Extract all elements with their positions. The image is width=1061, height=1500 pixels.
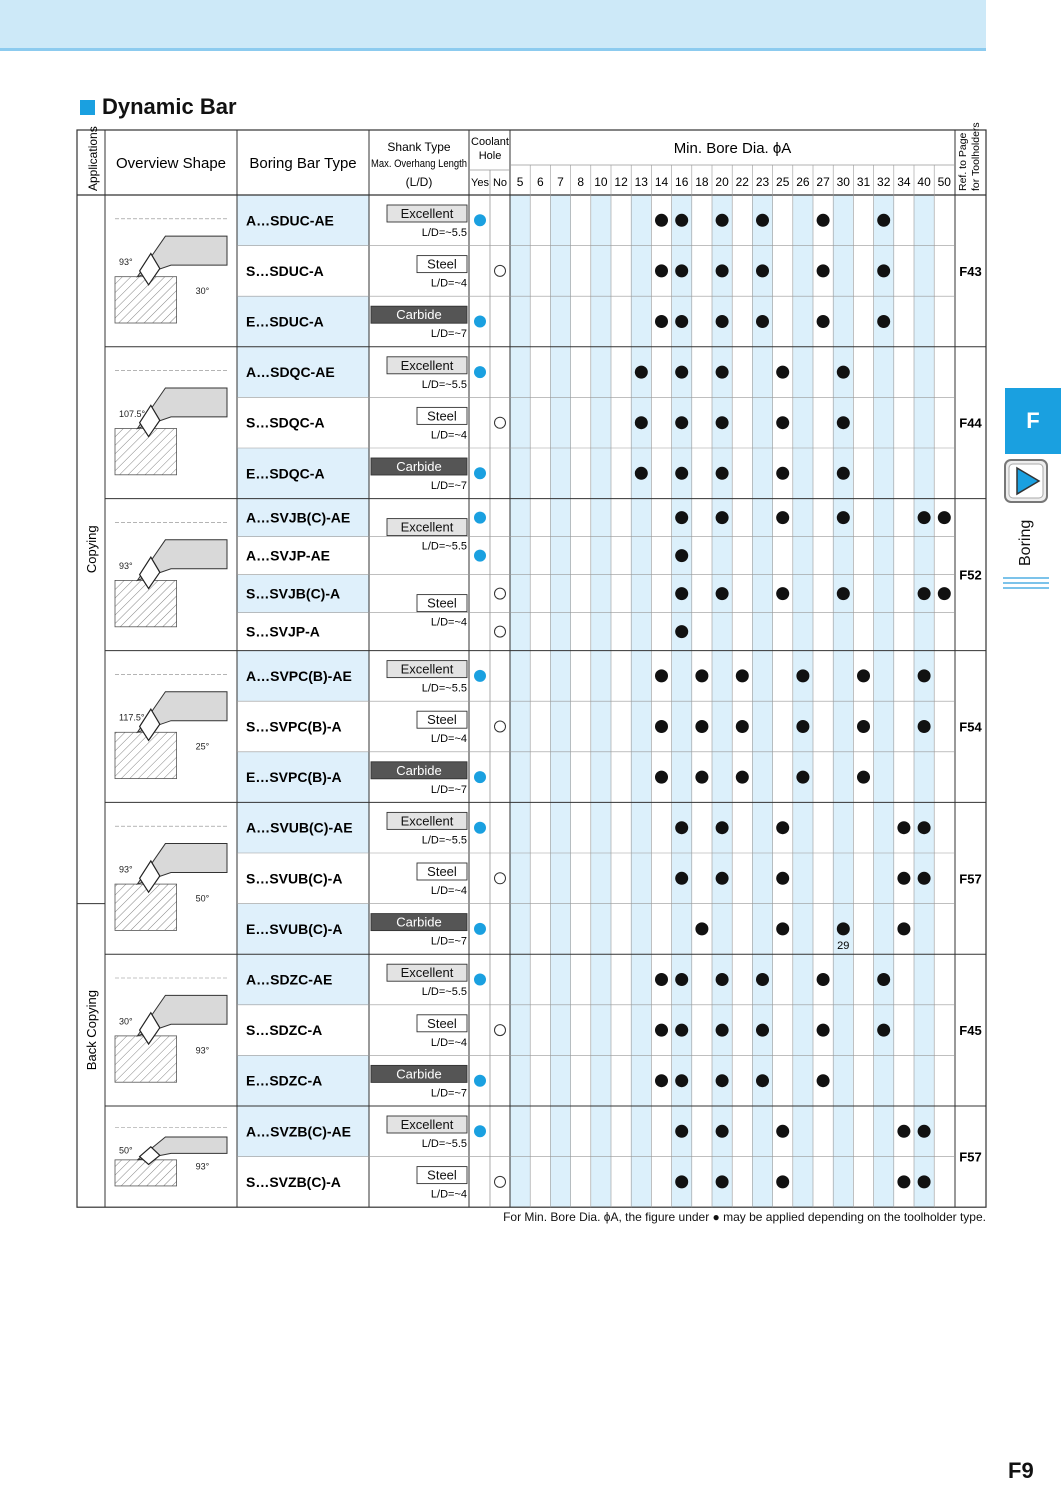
bore-availability-dot xyxy=(756,214,769,227)
boring-bar-name: E…SDZC-A xyxy=(246,1072,323,1089)
bore-availability-dot xyxy=(655,1024,668,1037)
bore-availability-dot xyxy=(776,587,789,600)
bore-availability-dot xyxy=(918,720,931,733)
bore-availability-dot xyxy=(675,1074,688,1087)
bore-availability-dot xyxy=(817,264,830,277)
header-ref-line1: Ref. to Page xyxy=(957,132,969,191)
shank-type-label: Steel xyxy=(427,712,457,728)
overhang-ratio: L/D=~4 xyxy=(430,885,467,897)
shank-type-label: Steel xyxy=(427,595,457,611)
overhang-ratio: L/D=~5.5 xyxy=(421,834,467,847)
header-min-bore: Min. Bore Dia. ϕA xyxy=(673,140,792,157)
bore-availability-dot xyxy=(675,511,688,524)
bore-availability-dot xyxy=(918,511,931,524)
bore-availability-dot xyxy=(756,973,769,986)
bore-availability-dot xyxy=(796,771,809,784)
bore-availability-dot xyxy=(716,315,729,328)
workpiece-hatch xyxy=(115,428,177,474)
bore-availability-dot xyxy=(675,872,688,885)
bore-availability-dot xyxy=(756,1024,769,1037)
boring-bar-name: E…SDUC-A xyxy=(246,313,324,330)
page-number: F9 xyxy=(1008,1458,1034,1483)
boring-bar-name: S…SVJB(C)-A xyxy=(246,585,341,602)
bore-availability-dot xyxy=(695,720,708,733)
coolant-yes-mark xyxy=(474,366,486,378)
header-bore-size: 27 xyxy=(816,175,830,189)
bore-availability-dot xyxy=(675,264,688,277)
coolant-yes-mark xyxy=(474,974,486,986)
header-bore-size: 10 xyxy=(594,175,608,189)
overhang-ratio: L/D=~7 xyxy=(430,480,467,492)
overhang-ratio: L/D=~7 xyxy=(430,1087,467,1100)
bore-availability-dot xyxy=(655,264,668,277)
bore-availability-dot xyxy=(877,315,890,328)
header-bore-size: 6 xyxy=(536,175,544,189)
bore-availability-dot xyxy=(675,315,688,328)
bore-availability-dot xyxy=(897,821,910,834)
coolant-no-mark xyxy=(495,588,506,599)
boring-bar-name: E…SDQC-A xyxy=(246,465,325,482)
bore-availability-dot xyxy=(817,214,830,227)
boring-bar-name: S…SVPC(B)-A xyxy=(246,718,342,735)
bore-availability-dot xyxy=(897,1125,910,1138)
shape-angle-label: 50° xyxy=(195,893,210,904)
bore-availability-dot xyxy=(675,214,688,227)
header-bore-size: 20 xyxy=(715,175,729,189)
boring-bar-name: A…SVJP-AE xyxy=(246,547,331,564)
bore-availability-dot xyxy=(655,720,668,733)
boring-bar-name: S…SVZB(C)-A xyxy=(246,1173,341,1190)
bore-availability-dot xyxy=(918,669,931,682)
bore-availability-dot xyxy=(675,1024,688,1037)
bore-availability-dot xyxy=(716,587,729,600)
bore-availability-dot xyxy=(837,922,850,935)
shank-type-label: Carbide xyxy=(396,914,442,930)
boring-bar-name: E…SVPC(B)-A xyxy=(246,769,342,786)
bore-availability-dot xyxy=(776,872,789,885)
application-label: Back Copying xyxy=(84,989,99,1071)
bore-availability-dot xyxy=(695,922,708,935)
bore-availability-dot xyxy=(716,1175,729,1188)
ref-page: F57 xyxy=(959,1149,982,1165)
header-bore-size: 30 xyxy=(836,175,850,189)
overhang-ratio: L/D=~7 xyxy=(430,783,467,796)
side-tab-f[interactable] xyxy=(1005,388,1061,454)
bore-availability-dot xyxy=(877,973,890,986)
bore-availability-dot xyxy=(817,315,830,328)
bore-availability-dot xyxy=(716,511,729,524)
overhang-ratio: L/D=~4 xyxy=(430,429,467,442)
header-bore-size: 22 xyxy=(735,175,749,189)
shape-angle-label: 25° xyxy=(195,741,210,752)
ref-page: F52 xyxy=(959,567,982,583)
workpiece-hatch xyxy=(115,732,177,778)
bore-availability-dot xyxy=(837,587,850,600)
section-title-text: Dynamic Bar xyxy=(102,94,237,119)
bore-availability-dot xyxy=(736,720,749,733)
shank-type-label: Steel xyxy=(427,864,457,879)
bore-availability-dot xyxy=(635,467,648,480)
bore-availability-dot xyxy=(736,669,749,682)
bore-availability-dot xyxy=(756,1074,769,1087)
bore-availability-dot xyxy=(776,416,789,429)
bore-availability-dot xyxy=(655,315,668,328)
bore-availability-dot xyxy=(675,821,688,834)
bore-availability-dot xyxy=(918,587,931,600)
header-bore-size: 18 xyxy=(695,175,709,189)
bore-availability-dot xyxy=(918,872,931,885)
bore-availability-dot xyxy=(897,1175,910,1188)
bore-availability-dot xyxy=(675,625,688,638)
footnote: For Min. Bore Dia. ϕA, the figure under ● may be applied depending on the toolholder type. xyxy=(503,1210,986,1224)
bore-availability-dot xyxy=(837,366,850,379)
coolant-no-mark xyxy=(495,417,506,428)
bore-availability-dot xyxy=(716,872,729,885)
shank-type-label: Carbide xyxy=(396,459,442,474)
bore-availability-dot xyxy=(716,366,729,379)
header-shank-type: Shank Type xyxy=(387,140,451,154)
bore-availability-dot xyxy=(635,416,648,429)
ref-page: F54 xyxy=(959,719,982,735)
overhang-ratio: L/D=~7 xyxy=(430,935,467,948)
header-bore-size: 7 xyxy=(557,175,564,189)
bore-availability-dot xyxy=(655,973,668,986)
bore-availability-dot xyxy=(675,366,688,379)
bore-availability-dot xyxy=(675,587,688,600)
ref-page: F45 xyxy=(959,1023,982,1039)
workpiece-hatch xyxy=(115,1036,177,1082)
bore-availability-dot xyxy=(716,1024,729,1037)
bore-availability-dot xyxy=(918,1125,931,1138)
bore-availability-dot xyxy=(716,416,729,429)
bore-availability-dot xyxy=(655,214,668,227)
bore-availability-dot xyxy=(796,669,809,682)
coolant-no-mark xyxy=(495,721,506,732)
overhang-ratio: L/D=~5.5 xyxy=(421,540,467,553)
ref-page: F43 xyxy=(959,263,982,279)
bore-availability-dot xyxy=(675,973,688,986)
boring-bar-name: E…SVUB(C)-A xyxy=(246,920,343,937)
header-bore-size: 5 xyxy=(516,175,524,189)
bore-availability-dot xyxy=(938,511,951,524)
side-lines xyxy=(1003,577,1049,592)
coolant-yes-mark xyxy=(474,1125,486,1137)
bore-availability-dot xyxy=(776,922,789,935)
boring-play-icon xyxy=(1003,458,1049,504)
bore-availability-dot xyxy=(716,821,729,834)
bore-availability-dot xyxy=(695,771,708,784)
shank-type-label: Excellent xyxy=(400,965,454,981)
application-label: Copying xyxy=(84,525,99,574)
bore-availability-dot xyxy=(716,264,729,277)
coolant-yes-mark xyxy=(474,214,486,226)
bore-availability-dot xyxy=(675,467,688,480)
header-coolant: Coolant xyxy=(471,136,509,148)
shank-type-label: Excellent xyxy=(400,519,454,535)
side-tab-letter: F xyxy=(1026,408,1040,433)
shank-type-label: Excellent xyxy=(400,813,454,829)
boring-bar-name: A…SDUC-AE xyxy=(246,212,334,229)
bore-availability-dot xyxy=(877,264,890,277)
bore-availability-dot xyxy=(837,511,850,524)
boring-bar-name: S…SVUB(C)-A xyxy=(246,870,343,887)
shape-angle-label: 30° xyxy=(195,286,210,297)
workpiece-hatch xyxy=(115,1160,177,1186)
boring-bar-name: S…SVJP-A xyxy=(246,623,320,640)
shank-type-label: Excellent xyxy=(400,661,454,677)
boring-bar-name: A…SDZC-AE xyxy=(246,971,333,988)
bore-availability-dot xyxy=(857,771,870,784)
shape-angle-label: 93° xyxy=(195,1045,210,1056)
coolant-no-mark xyxy=(495,873,506,884)
bore-note: 29 xyxy=(837,939,850,952)
bore-availability-dot xyxy=(796,720,809,733)
overhang-ratio: L/D=~5.5 xyxy=(421,1138,467,1150)
bore-availability-dot xyxy=(776,366,789,379)
shape-angle-label: 93° xyxy=(195,1161,210,1172)
header-no: No xyxy=(492,177,508,189)
bore-availability-dot xyxy=(837,416,850,429)
ref-page: F44 xyxy=(959,415,982,431)
overhang-ratio: L/D=~5.5 xyxy=(421,986,467,999)
header-bore-size: 50 xyxy=(937,175,951,189)
overhang-ratio: L/D=~4 xyxy=(430,733,467,746)
workpiece-hatch xyxy=(115,580,177,626)
coolant-yes-mark xyxy=(474,771,486,783)
bore-availability-dot xyxy=(918,821,931,834)
bore-availability-dot xyxy=(716,214,729,227)
bore-availability-dot xyxy=(675,1175,688,1188)
header-bore-size: 14 xyxy=(654,175,669,189)
header-bore-size: 32 xyxy=(877,175,891,189)
overhang-ratio: L/D=~5.5 xyxy=(421,378,467,391)
overhang-ratio: L/D=~4 xyxy=(430,616,467,629)
overhang-ratio: L/D=~4 xyxy=(430,1036,467,1049)
header-bore-size: 26 xyxy=(796,175,810,189)
overhang-ratio: L/D=~5.5 xyxy=(421,682,467,695)
coolant-no-mark xyxy=(495,265,506,276)
shank-type-label: Steel xyxy=(427,256,457,272)
bore-availability-dot xyxy=(857,669,870,682)
bore-availability-dot xyxy=(776,821,789,834)
overhang-ratio: L/D=~7 xyxy=(430,328,467,341)
coolant-no-mark xyxy=(495,626,506,637)
bore-availability-dot xyxy=(736,771,749,784)
bore-availability-dot xyxy=(817,1074,830,1087)
bore-availability-dot xyxy=(776,511,789,524)
header-ref-line2: for Toolholders xyxy=(970,122,982,191)
side-label xyxy=(1010,514,1038,574)
header-bore-size: 31 xyxy=(856,175,871,189)
bore-availability-dot xyxy=(857,720,870,733)
coolant-no-mark xyxy=(495,1176,506,1187)
bore-availability-dot xyxy=(716,973,729,986)
shank-type-label: Excellent xyxy=(400,357,454,373)
header-bore-size: 8 xyxy=(577,175,585,189)
shank-type-label: Steel xyxy=(427,1167,457,1183)
header-bore-size: 13 xyxy=(634,175,648,189)
bore-availability-dot xyxy=(655,669,668,682)
shape-angle-label: 50° xyxy=(119,1145,133,1156)
bore-availability-dot xyxy=(776,467,789,480)
boring-bar-name: A…SVPC(B)-AE xyxy=(246,667,352,684)
bore-availability-dot xyxy=(635,366,648,379)
coolant-no-mark xyxy=(495,1025,506,1036)
bore-availability-dot xyxy=(675,416,688,429)
header-boring-bar-type: Boring Bar Type xyxy=(249,155,357,172)
bore-availability-dot xyxy=(675,549,688,562)
coolant-yes-mark xyxy=(474,316,486,328)
shape-angle-label: 117.5° xyxy=(119,712,145,723)
header-bore-size: 16 xyxy=(675,175,689,189)
boring-bar-name: S…SDQC-A xyxy=(246,414,325,431)
bore-availability-dot xyxy=(756,264,769,277)
shank-type-label: Carbide xyxy=(396,307,442,323)
boring-bar-name: A…SVJB(C)-AE xyxy=(246,509,351,526)
bore-availability-dot xyxy=(716,1125,729,1138)
overhang-ratio: L/D=~5.5 xyxy=(421,227,467,239)
shape-angle-label: 93° xyxy=(119,560,133,571)
coolant-yes-mark xyxy=(474,1075,486,1087)
bore-availability-dot xyxy=(776,1175,789,1188)
boring-bar-name: S…SDZC-A xyxy=(246,1022,323,1039)
shank-type-label: Carbide xyxy=(396,1066,442,1082)
shank-type-label: Steel xyxy=(427,408,457,424)
boring-bar-name: S…SDUC-A xyxy=(246,262,324,279)
shape-angle-label: 30° xyxy=(119,1016,133,1027)
side-label-text: Boring xyxy=(1017,519,1034,566)
bore-availability-dot xyxy=(655,1074,668,1087)
shank-type-label: Excellent xyxy=(400,206,454,221)
coolant-yes-mark xyxy=(474,512,486,524)
bore-availability-dot xyxy=(675,1125,688,1138)
shape-angle-label: 107.5° xyxy=(119,408,146,419)
boring-bar-name: A…SDQC-AE xyxy=(246,364,335,381)
header-ld: (L/D) xyxy=(405,175,433,189)
bore-availability-dot xyxy=(695,669,708,682)
coolant-yes-mark xyxy=(474,550,486,562)
header-bore-size: 23 xyxy=(755,175,770,189)
workpiece-hatch xyxy=(115,884,177,930)
bore-availability-dot xyxy=(776,1125,789,1138)
header-bore-size: 12 xyxy=(614,175,628,189)
coolant-yes-mark xyxy=(474,923,486,935)
shape-angle-label: 93° xyxy=(119,864,133,875)
boring-bar-name: A…SVZB(C)-AE xyxy=(246,1123,351,1140)
header-max-overhang: Max. Overhang Length xyxy=(371,158,467,170)
coolant-yes-mark xyxy=(474,467,486,479)
bore-availability-dot xyxy=(817,973,830,986)
bore-availability-dot xyxy=(877,214,890,227)
bore-availability-dot xyxy=(716,1074,729,1087)
coolant-yes-mark xyxy=(474,670,486,682)
bore-availability-dot xyxy=(817,1024,830,1037)
bore-availability-dot xyxy=(756,315,769,328)
header-applications: Applications xyxy=(86,126,100,191)
shank-type-label: Carbide xyxy=(396,762,442,778)
boring-bar-name: A…SVUB(C)-AE xyxy=(246,819,353,836)
header-overview-shape: Overview Shape xyxy=(115,155,227,172)
bore-availability-dot xyxy=(716,467,729,480)
overhang-ratio: L/D=~4 xyxy=(430,1188,467,1201)
bore-availability-dot xyxy=(897,922,910,935)
header-bore-size: 25 xyxy=(776,175,790,189)
bore-availability-dot xyxy=(877,1024,890,1037)
header-yes: Yes xyxy=(471,177,489,189)
bore-availability-dot xyxy=(837,467,850,480)
bore-availability-dot xyxy=(897,872,910,885)
header-hole: Hole xyxy=(478,150,502,162)
header-bore-size: 40 xyxy=(917,175,931,189)
bore-availability-dot xyxy=(938,587,951,600)
shank-type-label: Steel xyxy=(427,1015,457,1031)
coolant-yes-mark xyxy=(474,822,486,834)
bore-availability-dot xyxy=(918,1175,931,1188)
ref-page: F57 xyxy=(959,871,982,887)
workpiece-hatch xyxy=(115,277,177,323)
bore-availability-dot xyxy=(655,771,668,784)
overhang-ratio: L/D=~4 xyxy=(430,277,467,290)
shank-type-label: Excellent xyxy=(400,1117,454,1132)
shape-angle-label: 93° xyxy=(119,257,133,268)
header-bore-size: 34 xyxy=(897,175,911,189)
